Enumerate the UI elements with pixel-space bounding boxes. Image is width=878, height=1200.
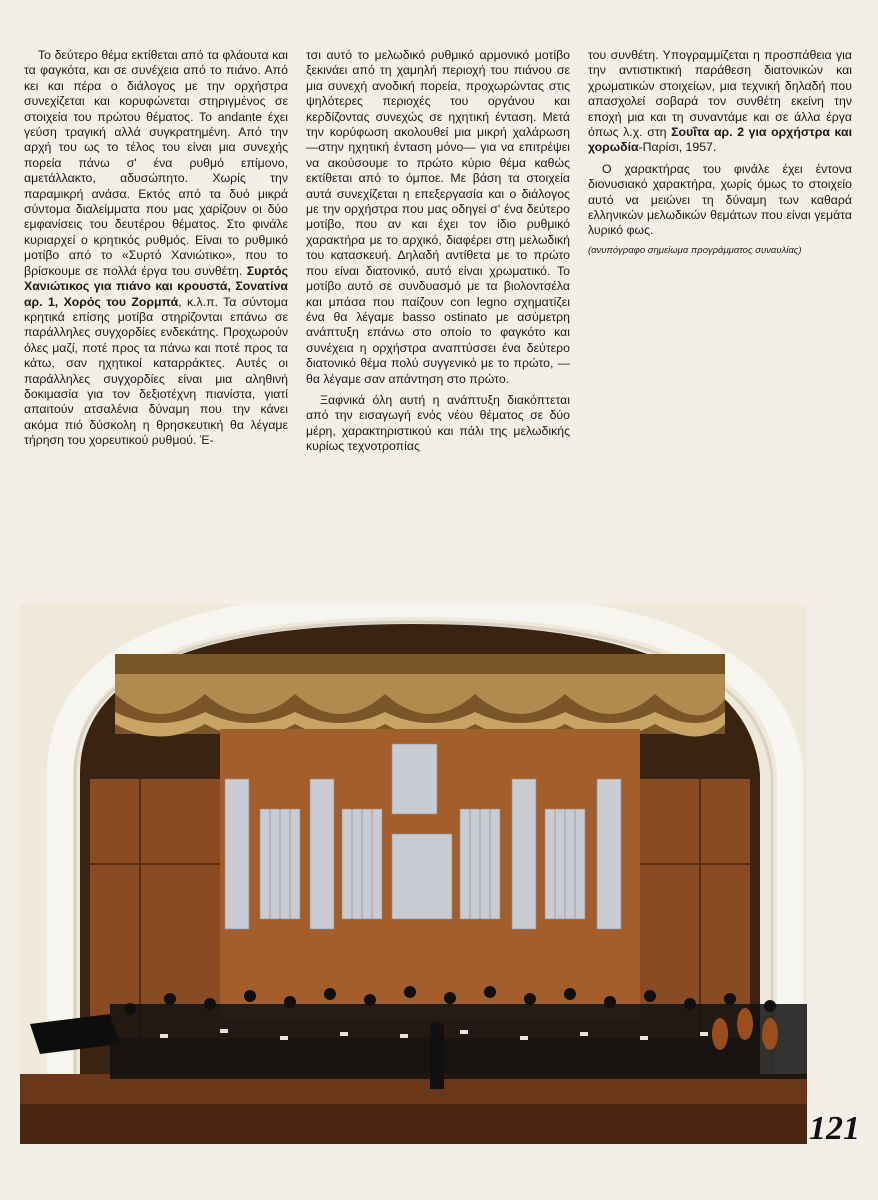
orchestra-stage-illustration xyxy=(20,604,807,1144)
paragraph: τσι αυτό το μελωδικό ρυθμικό αρμονικό μοτίβο ξεκινάει από τη χαμηλή περιοχή του πιάνου σε μια συνεχή ανοδική πορεία, προχωρώντας στις ψηλότερες περιοχές του οργάνου και κερδίζοντας συνεχώς σε ηχητική ένταση. Μετά την κορύφωση ακολουθεί μια μικρή χαλάρωση —στην ηχητική ένταση μόνο— για να επιτρέψει να ακούσουμε το πρώτο κύριο θέμα καθώς εκτίθεται από το όμποε. Με βάση τα στοιχεία αυτά συνεχίζεται η επεξεργασία και ο διάλογος με την ορχήστρα που μας οδηγεί σ' ένα δεύτερο μοτίβο, που αν και έχει τον ίδιο ρυθμικό χαρακτήρα με το αρχικό, διαφέρει στη μελωδική του κατασκευή. Δηλαδή αντίθετα με το πρώτο που είναι διατονικό, αυτό είναι χρωματικό. Το μοτίβο αυτό σε συνδυασμό με τα βιολοντσέλα και μπάσα που παίζουν con legno σχηματίζει ένα θα λέγαμε basso ostinato με ασύμετρη ανάπτυξη επάνω στο οποίο το φαγκότο και συνέχεια η ορχήστρα αναπτύσσει ένα δεύτερο διατονικό θέμα πολύ συγγενικό με το πρώτο, —θα λέγαμε σαν απάντηση στο πρώτο. xyxy=(306,48,570,386)
article-column-1 xyxy=(24,48,288,538)
text-run: -Παρίσι, 1957. xyxy=(638,140,717,155)
text-run: , κ.λ.π. Τα σύντομα κρητικά επίσης μοτίβα στηρίζονται επάνω σε παράλληλες συγχορδίες ενδεκάτης. Προχωρούν όλες μαζί, ποτέ προς τα πάνω και ποτέ προς τα κάτω, σαν ηχητικοί καταρράκτες. Αυτές οι παράλληλες συγχορδίες είναι μια αληθινή δοκιμασία για τον δεξιοτέχνη πιανίστα, γιατί απαιτούν ατσαλένια δύναμη που την κάνει ακόμα πιό δύσκολη η θρησκευτική θα λέγαμε τήρηση του χορευτικού ρυθμού. Έ- xyxy=(24,294,288,448)
program-note-caption: (ανυπόγραφο σημείωμα προγράμματος συναυλίας) xyxy=(588,244,802,256)
text-run: Το δεύτερο θέμα εκτίθεται από τα φλάουτα και τα φαγκότα, και σε συνέχεια από το πιάνο. Από κει και πέρα ο διάλογος με την ορχήστρα συνεχίζεται και κορυφώνεται στηριγμένος σε στοιχεία του πρώτου θέματος. Το andante έχει γεύση τραγική αλλά συγκρατημένη. Από την αρχή του ως το τέλος του είναι μια συνεχής πορεία πάνω σ' ένα ρυθμό επίμονο, αμετάλλακτο, αδυσώπητο. Χωρίς την παραμικρή ανάσα. Εκτός από τα δυό μικρά σύντομα διαλείμματα που μας χαρίζουν οι δύο εμφανίσεις του δευτέρου θέματος. Στο φινάλε κυριαρχεί ο κρητικός ρυθμός. Είναι το ρυθμικό μοτίβο από το «Συρτό Χανιώτικο», που το βρίσκουμε σε πολλά έργα του συνθέτη. xyxy=(24,48,288,278)
concert-hall-photo xyxy=(20,604,807,1144)
stage-front xyxy=(20,1104,807,1144)
article-column-3 xyxy=(588,48,852,538)
bold-work-title: Σουΐτα αρ. 2 για ορχήστρα και χορωδία xyxy=(588,125,852,155)
paragraph xyxy=(588,48,852,156)
paragraph xyxy=(24,48,288,449)
text-run: του συνθέτη. Υπογραμμίζεται η προσπάθεια για την αντιστικτική παράθεση διατονικών και χρωματικών στοιχείων, μια τεχνική δηλαδή που απασχολεί σοβαρά τον συνθέτη εκείνη την εποχή μια και τη συναντάμε και σε άλλα έργα όπως λ.χ. στη xyxy=(588,48,852,140)
article-column-2 xyxy=(306,48,570,538)
bold-works-title: Συρτός Χανιώτικος για πιάνο και κρουστά, Σονατίνα αρ. 1, Χορός του Ζορμπά xyxy=(24,263,288,309)
page-number: 121 xyxy=(809,1110,860,1147)
paragraph: Ξαφνικά όλη αυτή η ανάπτυξη διακόπτεται από την εισαγωγή ενός νέου θέματος σε δύο μέρη, χαρακτηριστικού και πάλι της μελωδικής κυρίως τεχνοτροπίας xyxy=(306,392,570,454)
paragraph: Ο χαρακτήρας του φινάλε έχει έντονα διονυσιακό χαρακτήρα, χωρίς όμως το στοιχείο αυτό να μειώνει τη δύναμη των καθαρά ελληνικών μελωδικών θεμάτων που είναι γεμάτα λυρικό φως. xyxy=(588,161,852,238)
article-columns xyxy=(24,48,854,538)
